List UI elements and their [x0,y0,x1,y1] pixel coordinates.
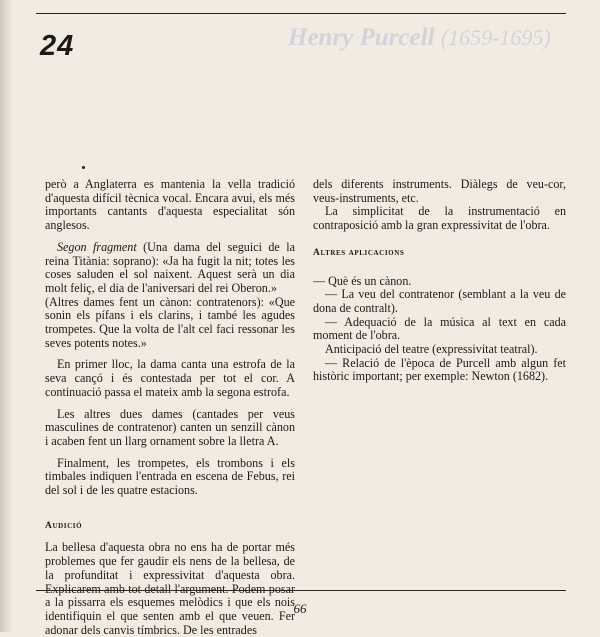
paragraph: La simplicitat de la instrumentació en contraposició amb la gran expressivitat de l'obra. [313,204,566,233]
paragraph: La bellesa d'aquesta obra no ens ha de portar més problemes que fer gaudir els nens de la bellesa, de la profunditat i expressivitat d'aquesta obra. Explicarem amb tot detall l'argument. Podem posar a la pissarra els esquemes melòdics i que els nois identifiquin el que senten amb el que veuen. Fer adonar dels canvis tímbrics. De les entrades [45,540,295,637]
gutter-shadow [0,0,12,632]
section-heading-aplicacions: Altres aplicacions [313,247,405,258]
paragraph: (Altres dames fent un cànon: contratenors): «Que sonin els pífans i els clarins, i també les agudes trompetes. Que la volta de l'alt cel faci ressonar les seves potents notes.» [45,294,295,350]
list-item: — Relació de l'època de Purcell amb algun fet històric important; per exemple: Newton (1682). [313,355,566,384]
running-years: (1659-1695) [440,25,551,50]
top-rule [36,13,566,14]
segon-fragment-text: (Una dama del seguici de la reina Titània: soprano): «Ja ha fugit la nit; totes les coses saluden el sol naixent. Aquest serà un dia molt feliç, el dia de l'aniversari del rei Oberon.» [45,239,295,295]
running-head [288,24,551,52]
list-item: Anticipació del teatre (expressivitat teatral). [325,342,538,357]
section-heading-audicio: Audició [45,520,83,531]
paragraph: En primer lloc, la dama canta una estrofa de la seva cançó i és contestada per tot el cor. A continuació passa el mateix amb la segona estrofa. [45,357,295,399]
paragraph: Les altres dues dames (cantades per veus masculines de contratenor) canten un senzill cànon i acaben fent un llarg ornament sobre la lletra A. [45,406,295,448]
list-item: — La veu del contratenor (semblant a la veu de dona de contralt). [313,287,566,315]
ink-dot [82,166,85,169]
segon-fragment-label: Segon fragment [57,239,137,254]
right-column [313,178,566,384]
chapter-number: 24 [40,30,75,62]
paragraph: Finalment, les trompetes, els trombons i els timbales indiquen l'entrada en escena de Febus, rei del sol i de les quatre estacions. [45,455,295,498]
paragraph [45,241,295,296]
left-column [45,178,295,637]
list-item: — Adequació de la música al text en cada moment de l'obra. [313,314,566,343]
list-item: — Què és un cànon. [313,273,412,288]
bottom-rule [36,590,566,591]
running-title: Henry Purcell [288,24,435,51]
paragraph: però a Anglaterra es mantenia la vella tradició d'aquesta difícil tècnica vocal. Encara avui, els més importants cantants d'aquesta especialitat són anglesos. [45,177,295,233]
page-number: 66 [293,601,307,616]
paragraph: dels diferents instruments. Diàlegs de veu-cor, veus-instruments, etc. [313,177,566,205]
